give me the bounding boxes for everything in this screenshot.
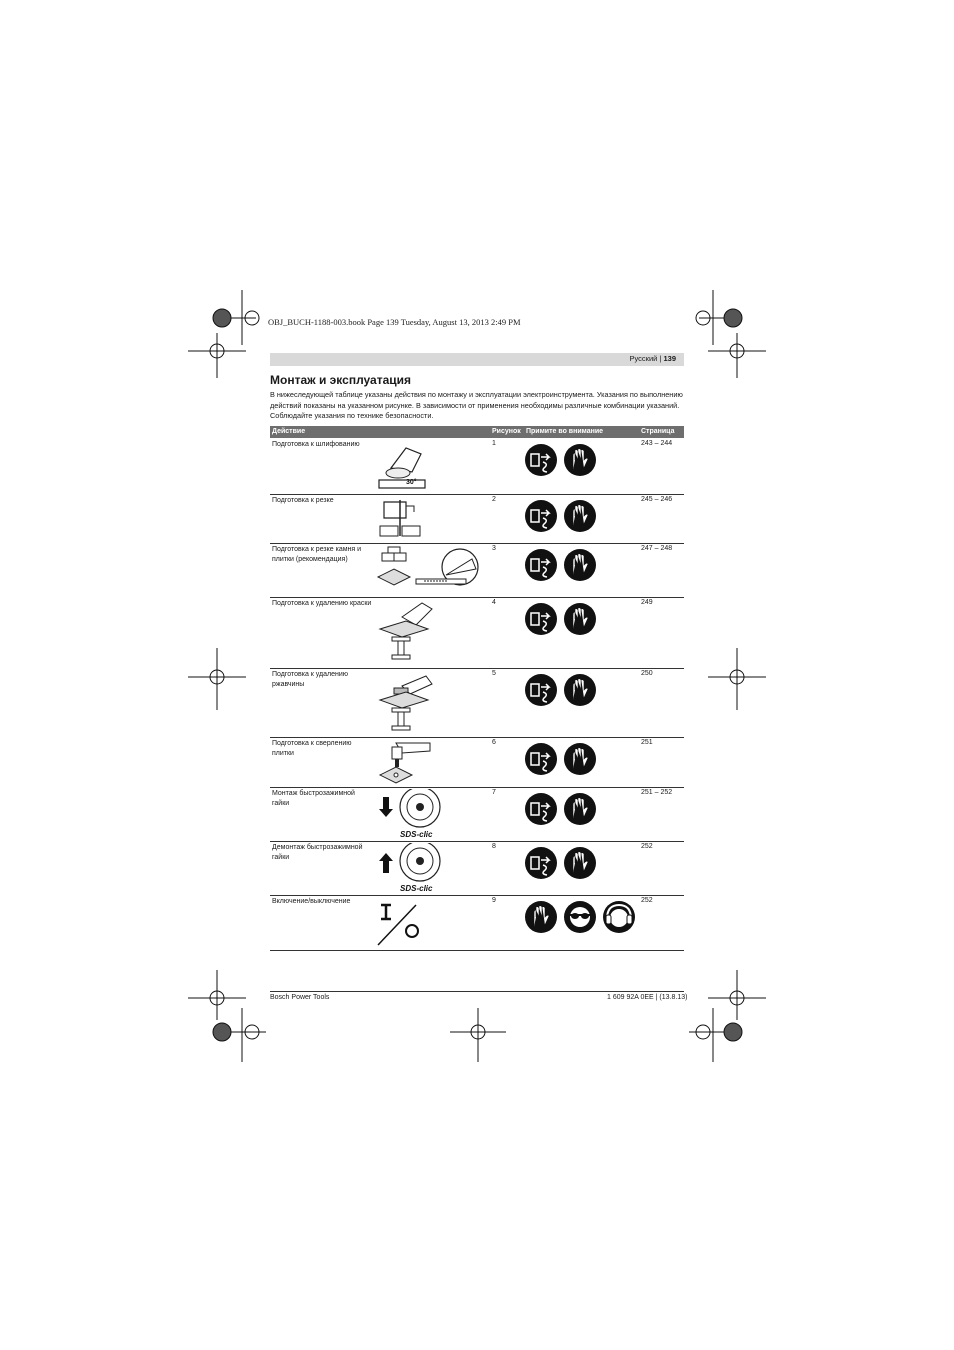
footer-rule bbox=[270, 991, 684, 992]
paint-removal-illustration bbox=[376, 599, 436, 665]
column-header-figure: Рисунок bbox=[492, 428, 521, 435]
row-pages: 252 bbox=[641, 897, 653, 904]
gloves-icon bbox=[564, 500, 596, 532]
row-action: Демонтаж быстрозажимной гайки bbox=[272, 844, 363, 861]
row-action: Включение/выключение bbox=[272, 898, 351, 905]
table-row bbox=[270, 841, 684, 896]
row-action: Подготовка к резке bbox=[272, 497, 334, 504]
page-header-bar bbox=[270, 353, 684, 366]
column-header-action: Действие bbox=[272, 428, 306, 435]
row-action: Подготовка к резке камня и плитки (рекомендация) bbox=[272, 546, 362, 563]
sds-clic-logo: SDS-clic bbox=[400, 830, 433, 839]
table-row bbox=[270, 597, 684, 669]
row-icons bbox=[525, 674, 605, 713]
row-pages: 249 bbox=[641, 599, 653, 606]
row-pages: 251 – 252 bbox=[641, 789, 673, 796]
row-figure: 4 bbox=[492, 599, 496, 606]
unplug-icon bbox=[525, 743, 557, 775]
quick-nut-mount-illustration bbox=[376, 789, 446, 839]
row-figure: 1 bbox=[492, 440, 496, 447]
gloves-icon bbox=[564, 847, 596, 879]
gloves-icon bbox=[564, 793, 596, 825]
row-icons bbox=[525, 500, 605, 539]
gloves-icon bbox=[564, 743, 596, 775]
sds-clic-logo: SDS-clic bbox=[400, 884, 433, 893]
cutting-illustration bbox=[376, 496, 426, 540]
angle-label: 30° bbox=[406, 479, 417, 486]
row-icons bbox=[525, 743, 605, 782]
row-pages: 251 bbox=[641, 739, 653, 746]
row-icons bbox=[525, 549, 605, 588]
footer-document-code: 1 609 92A 0EE | (13.8.13) bbox=[607, 994, 688, 1001]
intro-paragraph: В нижеследующей таблице указаны действия по монтажу и эксплуатации электроинструмента. Указания по выполнению действий показаны на указанном рисунке. В зависимости от применения необходимы различные комбинации указаний. Соблюдайте указания по технике безопасности. bbox=[270, 390, 683, 420]
gloves-icon bbox=[564, 674, 596, 706]
table-row bbox=[270, 895, 684, 951]
row-figure: 7 bbox=[492, 789, 496, 796]
row-pages: 252 bbox=[641, 843, 653, 850]
arrow-down-icon bbox=[379, 797, 393, 817]
table-row bbox=[270, 438, 684, 495]
row-icons bbox=[525, 847, 605, 886]
gloves-icon bbox=[525, 901, 557, 933]
unplug-icon bbox=[525, 793, 557, 825]
tile-drilling-illustration bbox=[376, 739, 436, 785]
row-figure: 8 bbox=[492, 843, 496, 850]
row-action: Подготовка к шлифованию bbox=[272, 441, 360, 448]
table-header bbox=[270, 426, 684, 438]
table-row bbox=[270, 543, 684, 598]
ear-protection-icon bbox=[603, 901, 635, 933]
row-pages: 250 bbox=[641, 670, 653, 677]
switch-on-symbol bbox=[381, 905, 391, 919]
unplug-icon bbox=[525, 500, 557, 532]
row-pages: 245 – 246 bbox=[641, 496, 673, 503]
row-figure: 3 bbox=[492, 545, 496, 552]
on-off-switch-illustration bbox=[376, 897, 426, 949]
row-figure: 9 bbox=[492, 897, 496, 904]
goggles-icon bbox=[564, 901, 596, 933]
column-header-pages: Страница bbox=[641, 428, 675, 435]
gloves-icon bbox=[564, 549, 596, 581]
row-figure: 2 bbox=[492, 496, 496, 503]
unplug-icon bbox=[525, 847, 557, 879]
table-row bbox=[270, 494, 684, 544]
row-pages: 247 – 248 bbox=[641, 545, 673, 552]
switch-off-symbol bbox=[406, 925, 418, 937]
grinding-illustration bbox=[376, 440, 426, 492]
arrow-up-icon bbox=[379, 853, 393, 873]
gloves-icon bbox=[564, 444, 596, 476]
unplug-icon bbox=[525, 674, 557, 706]
row-icons bbox=[525, 901, 640, 940]
unplug-icon bbox=[525, 549, 557, 581]
row-icons bbox=[525, 793, 605, 832]
gloves-icon bbox=[564, 603, 596, 635]
page-title: Монтаж и эксплуатация bbox=[270, 373, 412, 387]
header-language: Русский bbox=[629, 354, 658, 363]
page-number: 139 bbox=[663, 354, 676, 363]
row-icons bbox=[525, 444, 605, 483]
stone-cutting-illustration bbox=[376, 545, 486, 595]
row-action: Монтаж быстрозажимной гайки bbox=[272, 790, 355, 807]
row-icons bbox=[525, 603, 605, 642]
quick-nut-removal-illustration bbox=[376, 843, 446, 893]
row-figure: 5 bbox=[492, 670, 496, 677]
footer-publisher: Bosch Power Tools bbox=[270, 994, 330, 1001]
row-pages: 243 – 244 bbox=[641, 440, 673, 447]
row-action: Подготовка к сверлению плитки bbox=[272, 740, 352, 757]
unplug-icon bbox=[525, 444, 557, 476]
row-action: Подготовка к удалению ржавчины bbox=[272, 671, 349, 688]
rust-removal-illustration bbox=[376, 670, 436, 736]
column-header-notes: Примите во внимание bbox=[526, 428, 604, 435]
table-row bbox=[270, 668, 684, 738]
table-row bbox=[270, 787, 684, 842]
unplug-icon bbox=[525, 603, 557, 635]
row-action: Подготовка к удалению краски bbox=[272, 600, 372, 607]
header-separator: | bbox=[659, 354, 662, 363]
row-figure: 6 bbox=[492, 739, 496, 746]
table-row bbox=[270, 737, 684, 788]
book-info-line: OBJ_BUCH-1188-003.book Page 139 Tuesday, August 13, 2013 2:49 PM bbox=[268, 317, 521, 327]
